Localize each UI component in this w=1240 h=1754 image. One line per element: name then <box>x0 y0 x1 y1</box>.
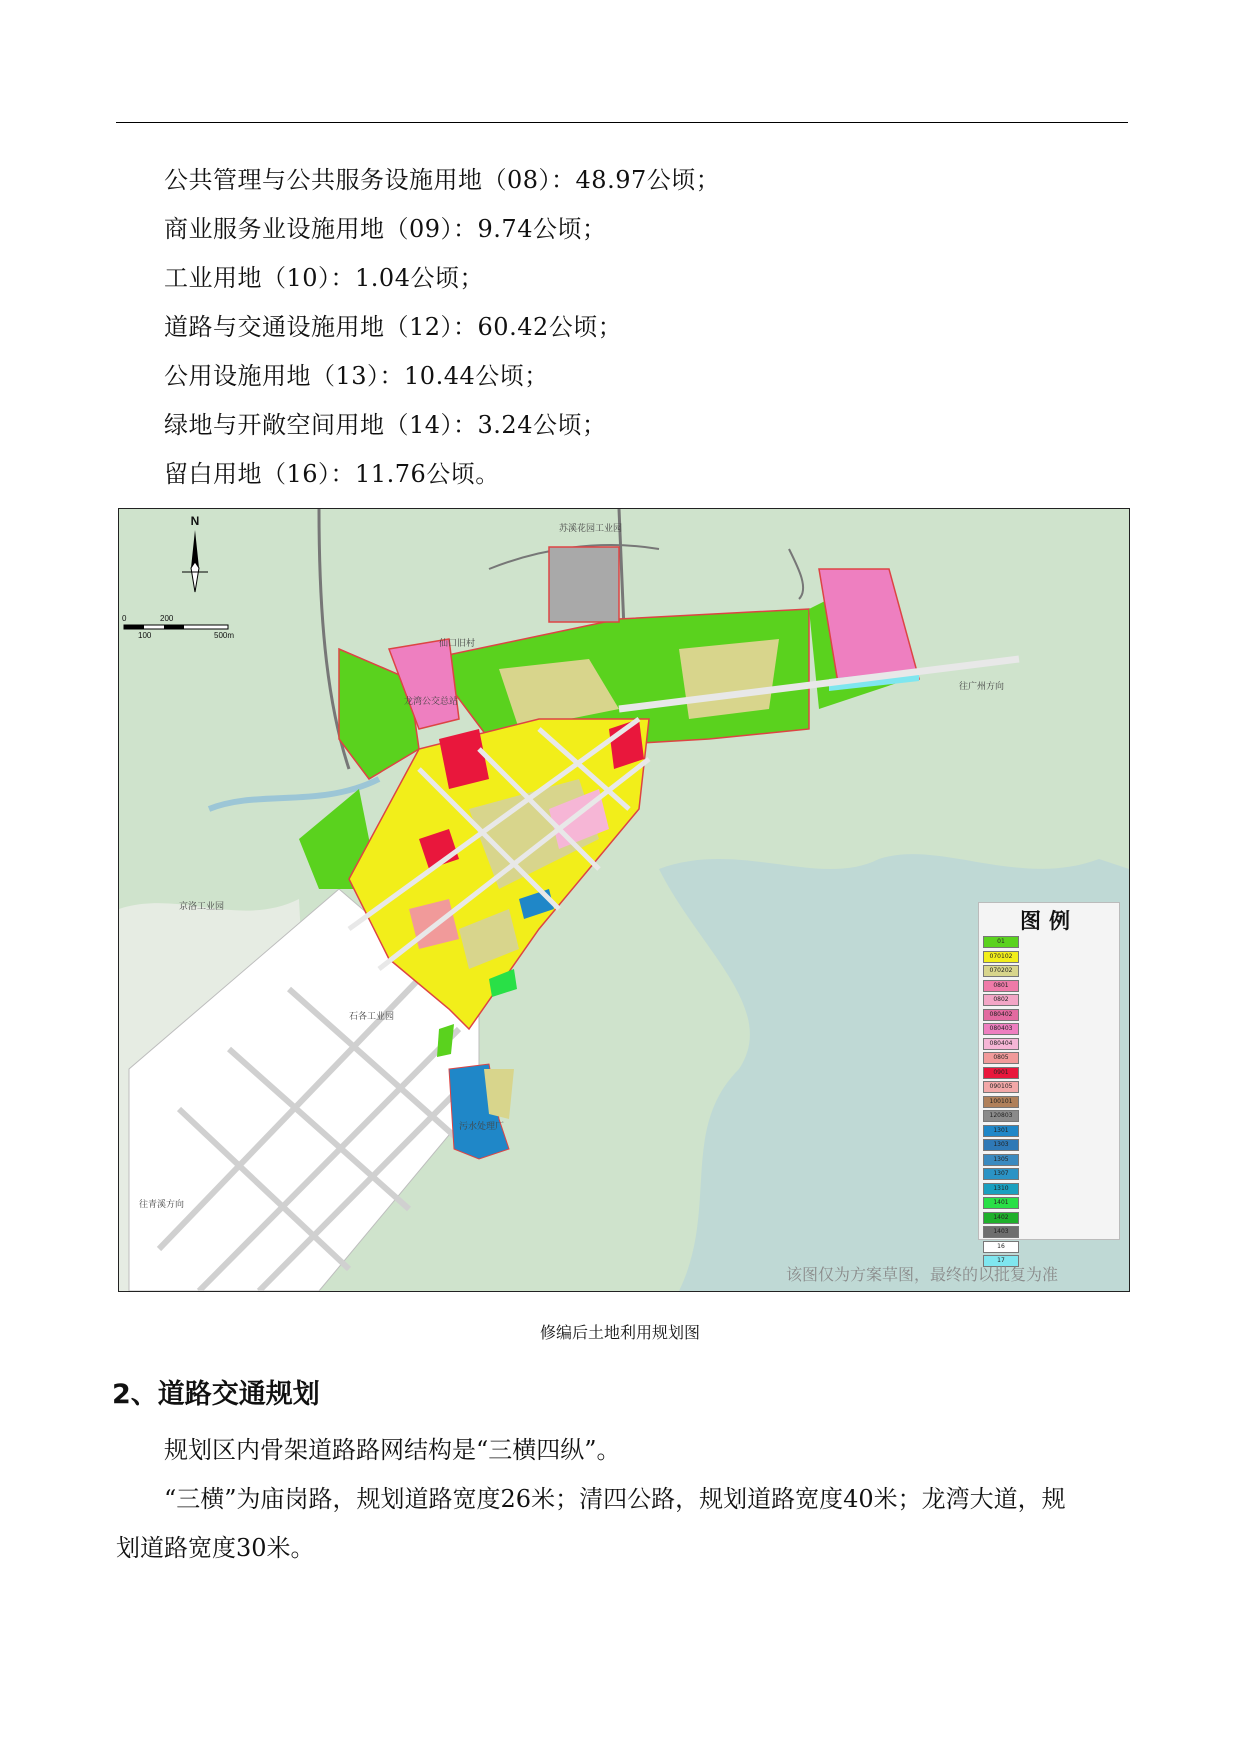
map-label: 龙湾公交总站 <box>404 697 459 707</box>
map-label: 往广州方向 <box>959 682 1005 692</box>
legend-row <box>983 1080 1119 1095</box>
map-label: 污水处理厂 <box>459 1122 505 1132</box>
header-rule <box>116 122 1128 123</box>
legend-swatch: 0901 <box>983 1067 1019 1079</box>
legend-swatch: 1310 <box>983 1183 1019 1195</box>
map-label: 石各工业园 <box>349 1012 395 1022</box>
legend-row <box>983 1182 1119 1197</box>
legend-row <box>983 1008 1119 1023</box>
legend-row <box>983 1167 1119 1182</box>
legend-swatch: 01 <box>983 936 1019 948</box>
legend-swatch: 070102 <box>983 951 1019 963</box>
legend-swatch: 17 <box>983 1255 1019 1267</box>
legend-row <box>983 1124 1119 1139</box>
legend-row <box>983 950 1119 965</box>
paragraph: 规划区内骨架道路路网结构是“三横四纵”。 <box>164 1436 621 1464</box>
legend-row <box>983 935 1119 950</box>
map-watermark: 该图仅为方案草图，最终的以批复为准 <box>786 1265 1059 1284</box>
legend-row <box>983 979 1119 994</box>
land-use-line: 公共管理与公共服务设施用地（08）：48.97公顷； <box>164 166 721 194</box>
legend-swatch: 070202 <box>983 965 1019 977</box>
legend-row <box>983 1138 1119 1153</box>
land-use-line: 绿地与开敞空间用地（14）：3.24公顷； <box>164 411 607 439</box>
land-use-line: 工业用地（10）：1.04公顷； <box>164 264 484 292</box>
paragraph: 划道路宽度30米。 <box>116 1534 315 1562</box>
legend-row <box>983 1066 1119 1081</box>
legend-swatch: 16 <box>983 1241 1019 1253</box>
legend-swatch: 1402 <box>983 1212 1019 1224</box>
legend-row <box>983 1109 1119 1124</box>
compass-icon <box>180 528 210 594</box>
legend-swatch: 080403 <box>983 1023 1019 1035</box>
legend-swatch: 090105 <box>983 1081 1019 1093</box>
legend-swatch: 100101 <box>983 1096 1019 1108</box>
legend-title: 图例 <box>1020 909 1078 933</box>
legend-row <box>983 1225 1119 1240</box>
scale-label: 200 <box>160 614 174 623</box>
legend-row <box>983 964 1119 979</box>
legend-swatch: 080404 <box>983 1038 1019 1050</box>
scale-bar <box>122 614 235 646</box>
land-use-line: 留白用地（16）：11.76公顷。 <box>164 460 500 488</box>
map-label: 京洛工业园 <box>179 902 225 912</box>
legend-swatch: 1307 <box>983 1168 1019 1180</box>
paragraph: “三横”为庙岗路，规划道路宽度26米；清四公路，规划道路宽度40米；龙湾大道，规 <box>164 1485 1066 1513</box>
legend-swatch: 1305 <box>983 1154 1019 1166</box>
legend-row <box>983 1095 1119 1110</box>
scale-label: 100 <box>138 631 152 640</box>
scale-label: 0 <box>122 614 127 623</box>
map-label: 仙口旧村 <box>439 639 476 649</box>
legend-swatch: 0805 <box>983 1052 1019 1064</box>
land-use-line: 道路与交通设施用地（12）：60.42公顷； <box>164 313 623 341</box>
section-heading: 2、道路交通规划 <box>112 1379 320 1410</box>
north-arrow-icon <box>180 514 210 594</box>
legend-row <box>983 1240 1119 1255</box>
legend-row <box>983 1022 1119 1037</box>
land-use-line: 公用设施用地（13）：10.44公顷； <box>164 362 549 390</box>
legend-swatch: 1401 <box>983 1197 1019 1209</box>
scale-label: 500m <box>214 631 235 640</box>
legend-row <box>983 1037 1119 1052</box>
map-label: 往青溪方向 <box>139 1200 185 1210</box>
legend-row <box>983 1153 1119 1168</box>
legend-swatch: 080402 <box>983 1009 1019 1021</box>
legend-row <box>983 1051 1119 1066</box>
legend-swatch: 1301 <box>983 1125 1019 1137</box>
figure-caption: 修编后土地利用规划图 <box>539 1323 700 1342</box>
legend-swatch: 1403 <box>983 1226 1019 1238</box>
legend-swatch: 120803 <box>983 1110 1019 1122</box>
legend-swatch: 1303 <box>983 1139 1019 1151</box>
map-legend <box>978 902 1120 1265</box>
north-label: N <box>190 514 200 528</box>
legend-swatch: 0801 <box>983 980 1019 992</box>
legend-row <box>983 993 1119 1008</box>
legend-row <box>983 1211 1119 1226</box>
legend-swatch: 0802 <box>983 994 1019 1006</box>
legend-row <box>983 1196 1119 1211</box>
land-use-line: 商业服务业设施用地（09）：9.74公顷； <box>164 215 607 243</box>
map-label: 苏溪花园工业园 <box>559 524 623 534</box>
